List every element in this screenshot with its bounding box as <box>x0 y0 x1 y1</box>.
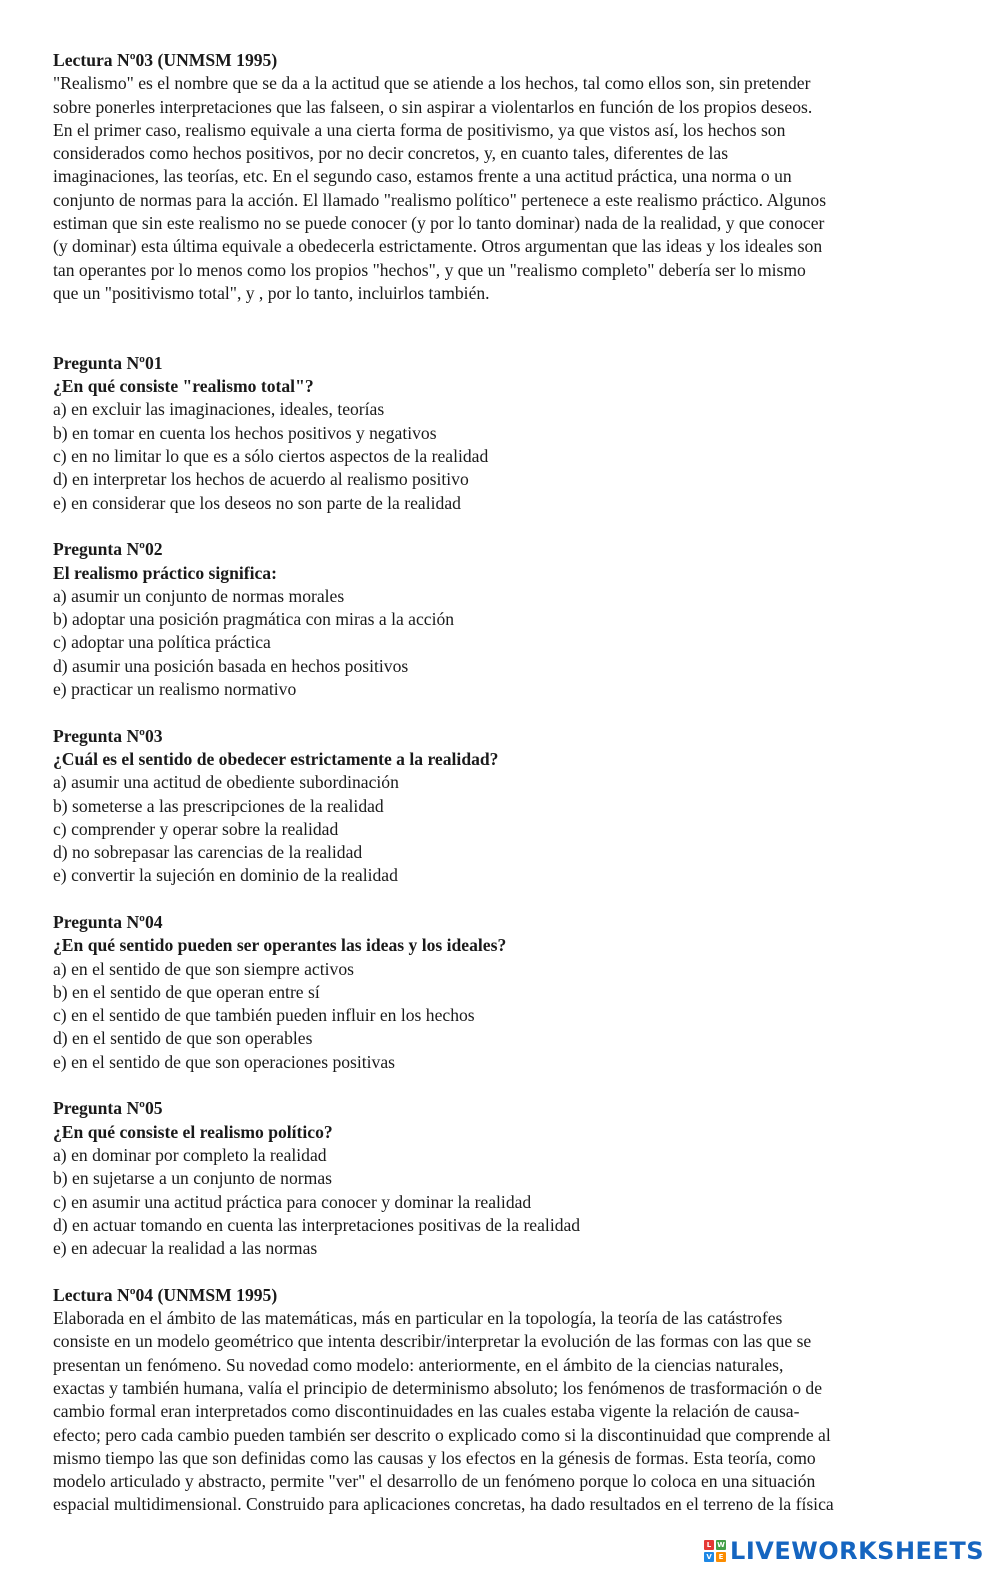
reading-line: modelo articulado y abstracto, permite "ver" el desarrollo de un fenómeno porque lo coloca en una situación <box>53 1471 816 1492</box>
question-number: Pregunta Nº05 <box>53 1098 163 1119</box>
reading-1-text <box>53 72 953 305</box>
logo-tile-v: V <box>704 1552 714 1562</box>
logo-tile-w: W <box>717 1541 725 1549</box>
logo-tile-e: E <box>716 1552 726 1562</box>
option-a: a) en dominar por completo la realidad <box>53 1144 327 1165</box>
reading-line: "Realismo" es el nombre que se da a la actitud que se atiende a los hechos, tal como ellos son, sin pretender <box>53 73 811 94</box>
question-4 <box>53 911 953 1074</box>
option-d: d) no sobrepasar las carencias de la realidad <box>53 842 363 863</box>
reading-line: tan operantes por lo menos como los propios "hechos", y que un "realismo completo" debería ser lo mismo <box>53 259 806 280</box>
spacer <box>53 1260 953 1283</box>
option-d: d) asumir una posición basada en hechos positivos <box>53 655 409 676</box>
spacer <box>53 515 953 538</box>
option-c: c) adoptar una política práctica <box>53 632 271 653</box>
question-prompt: El realismo práctico significa: <box>53 562 277 583</box>
question-2 <box>53 538 953 701</box>
reading-line: mismo tiempo las que son definidas como las causas y los efectos en la génesis de formas. Esta teoría, como <box>53 1447 816 1468</box>
option-a: a) en excluir las imaginaciones, ideales, teorías <box>53 399 385 420</box>
option-e: e) en adecuar la realidad a las normas <box>53 1238 318 1259</box>
option-e: e) en considerar que los deseos no son parte de la realidad <box>53 492 461 513</box>
option-b: b) en tomar en cuenta los hechos positivos y negativos <box>53 422 437 443</box>
question-prompt: ¿En qué consiste "realismo total"? <box>53 376 314 397</box>
option-d: d) en interpretar los hechos de acuerdo al realismo positivo <box>53 469 469 490</box>
option-b: b) adoptar una posición pragmática con miras a la acción <box>53 609 455 630</box>
option-e: e) en el sentido de que son operaciones positivas <box>53 1051 396 1072</box>
reading-line: En el primer caso, realismo equivale a una cierta forma de positivismo, ya que vistos así, los hechos son <box>53 119 786 140</box>
liveworksheets-icon <box>704 1540 726 1562</box>
reading-line: que un "positivismo total", y , por lo tanto, incluirlos también. <box>53 282 490 303</box>
reading-line: consiste en un modelo geométrico que intenta describir/interpretar la evolución de las formas con las que se <box>53 1331 812 1352</box>
question-number: Pregunta Nº03 <box>53 725 163 746</box>
spacer <box>53 701 953 724</box>
option-d: d) en el sentido de que son operables <box>53 1028 313 1049</box>
option-a: a) asumir una actitud de obediente subordinación <box>53 772 399 793</box>
option-d: d) en actuar tomando en cuenta las interpretaciones positivas de la realidad <box>53 1214 581 1235</box>
option-b: b) en el sentido de que operan entre sí <box>53 981 320 1002</box>
option-c: c) en asumir una actitud práctica para conocer y dominar la realidad <box>53 1191 532 1212</box>
question-prompt: ¿En qué consiste el realismo político? <box>53 1121 333 1142</box>
reading-line: Elaborada en el ámbito de las matemáticas, más en particular en la topología, la teoría de las catástrofes <box>53 1308 783 1329</box>
reading-line: imaginaciones, las teorías, etc. En el segundo caso, estamos frente a una actitud práctica, una norma o un <box>53 166 792 187</box>
question-number: Pregunta Nº02 <box>53 539 163 560</box>
option-a: a) en el sentido de que son siempre activos <box>53 958 354 979</box>
reading-line: exactas y también humana, valía el principio de determinismo absoluto; los fenómenos de trasformación o de <box>53 1377 823 1398</box>
worksheet-page <box>53 49 953 1517</box>
question-number: Pregunta Nº04 <box>53 911 163 932</box>
option-e: e) convertir la sujeción en dominio de la realidad <box>53 865 398 886</box>
question-3 <box>53 725 953 888</box>
reading-line: presentan un fenómeno. Su novedad como modelo: anteriormente, en el ámbito de la ciencias naturales, <box>53 1354 784 1375</box>
option-b: b) en sujetarse a un conjunto de normas <box>53 1168 332 1189</box>
reading-1-title: Lectura Nº03 (UNMSM 1995) <box>53 50 278 70</box>
reading-line: cambio formal eran interpretados como discontinuidades en las cuales estaba vigente la relación de causa- <box>53 1401 800 1422</box>
option-c: c) comprender y operar sobre la realidad <box>53 818 339 839</box>
option-e: e) practicar un realismo normativo <box>53 679 297 700</box>
option-a: a) asumir un conjunto de normas morales <box>53 585 345 606</box>
liveworksheets-wordmark: LIVEWORKSHEETS <box>730 1537 984 1565</box>
reading-2-text <box>53 1307 953 1517</box>
spacer <box>53 888 953 911</box>
reading-line: conjunto de normas para la acción. El llamado "realismo político" pertenece a este realismo práctico. Algunos <box>53 189 827 210</box>
reading-line: estiman que sin este realismo no se puede conocer (y por lo tanto dominar) nada de la realidad, y que conocer <box>53 213 825 234</box>
reading-line: considerados como hechos positivos, por no decir concretos, y, en cuanto tales, diferentes de las <box>53 143 729 164</box>
question-1 <box>53 352 953 515</box>
option-c: c) en el sentido de que también pueden influir en los hechos <box>53 1005 475 1026</box>
option-b: b) someterse a las prescripciones de la realidad <box>53 795 384 816</box>
question-5 <box>53 1097 953 1260</box>
logo-tile-l: L <box>704 1540 714 1550</box>
reading-line: sobre ponerles interpretaciones que las falseen, o sin aspirar a violentarlos en función de los propios deseos. <box>53 96 813 117</box>
reading-line: efecto; pero cada cambio pueden también ser descrito o explicado como si la discontinuidad que comprende al <box>53 1424 831 1445</box>
question-number: Pregunta Nº01 <box>53 352 163 373</box>
spacer <box>53 1074 953 1097</box>
reading-line: (y dominar) esta última equivale a obedecerla estrictamente. Otros argumentan que las ideas y los ideales son <box>53 236 823 257</box>
reading-2-title: Lectura Nº04 (UNMSM 1995) <box>53 1284 278 1305</box>
reading-line: espacial multidimensional. Construido para aplicaciones concretas, ha dado resultados en el terreno de la física <box>53 1494 834 1515</box>
question-prompt: ¿En qué sentido pueden ser operantes las ideas y los ideales? <box>53 935 507 956</box>
liveworksheets-logo <box>704 1536 984 1566</box>
option-c: c) en no limitar lo que es a sólo ciertos aspectos de la realidad <box>53 446 489 467</box>
spacer <box>53 305 953 352</box>
question-prompt: ¿Cuál es el sentido de obedecer estrictamente a la realidad? <box>53 748 499 769</box>
